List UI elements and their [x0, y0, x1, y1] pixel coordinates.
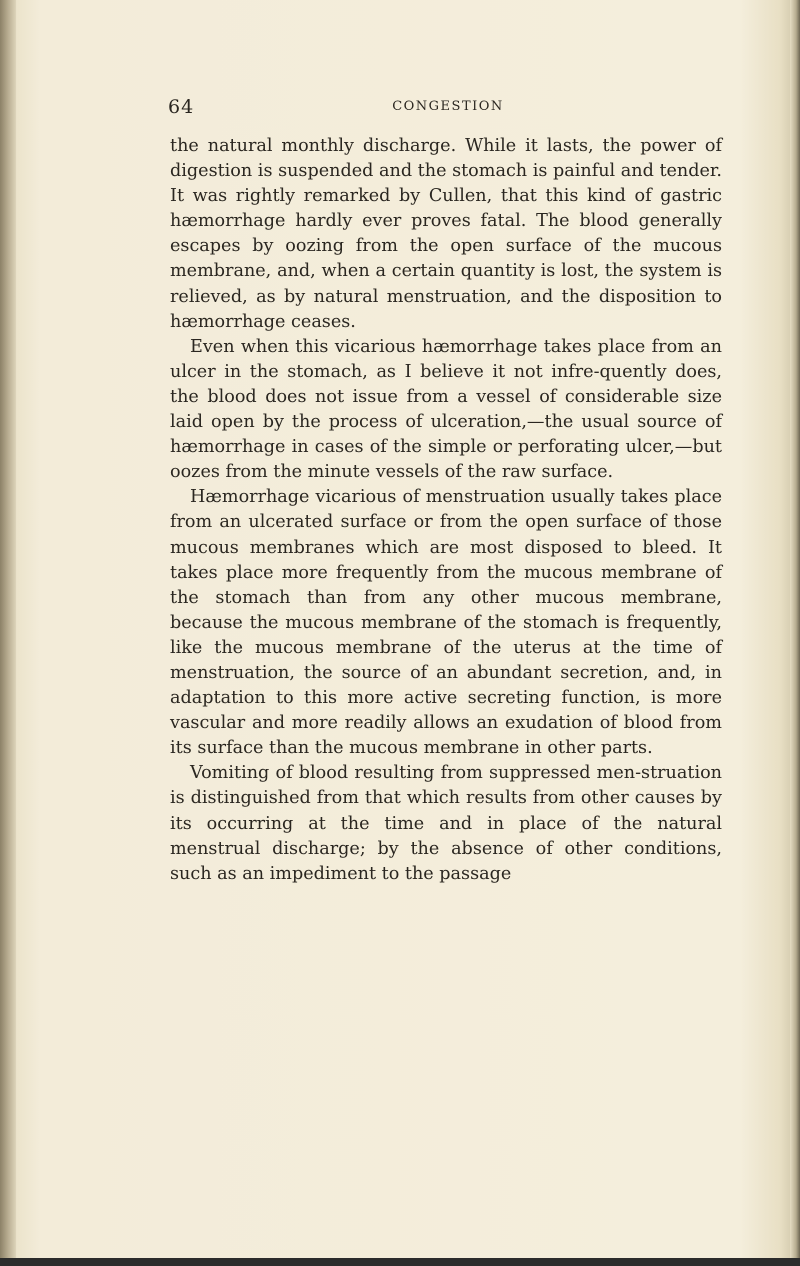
- binding-gutter: [0, 0, 16, 1266]
- paragraph: Even when this vicarious hæmorrhage takes place from an ulcer in the stomach, as I believe it not infre-quently does, the blood does not issue from a vessel of considerable size laid open by the process of ulceration,—the usual source of hæmorrhage in cases of the simple or perforating ulcer,—but oozes from the minute vessels of the raw surface.: [170, 336, 722, 483]
- page-header: [168, 96, 728, 120]
- page-number: 64: [168, 96, 195, 118]
- running-head: CONGESTION: [392, 99, 504, 114]
- paragraph: the natural monthly discharge. While it lasts, the power of digestion is suspended and the stomach is painful and tender. It was rightly remarked by Cullen, that this kind of gastric hæmorrhage hardly ever proves fatal. The blood generally escapes by oozing from the open surface of the mucous membrane, and, when a certain quantity is lost, the system is relieved, as by natural menstruation, and the disposition to hæmorrhage ceases.: [170, 136, 722, 332]
- body-text: [170, 134, 722, 887]
- scan-bottom-edge: [0, 1258, 800, 1266]
- page-edge: [790, 0, 800, 1266]
- paragraph: Vomiting of blood resulting from suppressed men-struation is distinguished from that which results from other causes by its occurring at the time and in place of the natural menstrual discharge; by the absence of other conditions, such as an impediment to the passage: [170, 763, 722, 884]
- paragraph: Hæmorrhage vicarious of menstruation usually takes place from an ulcerated surface or from the open surface of those mucous membranes which are most disposed to bleed. It takes place more frequently from the mucous membrane of the stomach than from any other mucous membrane, because the mucous membrane of the stomach is frequently, like the mucous membrane of the uterus at the time of menstruation, the source of an abundant secretion, and, in adaptation to this more active secreting function, is more vascular and more readily allows an exudation of blood from its surface than the mucous membrane in other parts.: [170, 487, 722, 759]
